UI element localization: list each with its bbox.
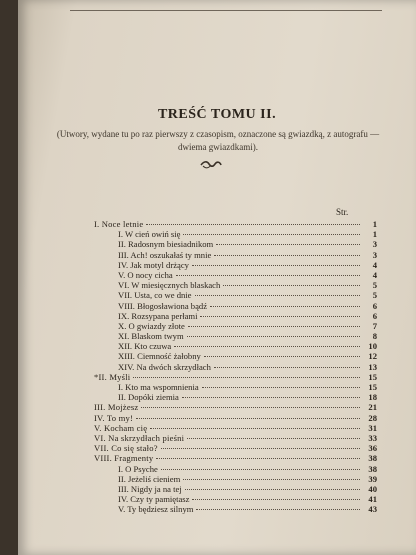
- toc-entry-page: 36: [368, 443, 377, 454]
- toc-entry-page: 5: [372, 280, 377, 291]
- toc-entry-label: III. Nigdy ja na tej: [118, 483, 182, 494]
- toc-entry: [72, 270, 377, 280]
- dot-leader: [136, 418, 360, 419]
- toc-entry-page: 38: [368, 463, 377, 474]
- dot-leader: [183, 234, 360, 235]
- toc-entry: [72, 311, 377, 321]
- toc-entry-label: X. O gwiazdy złote: [118, 320, 185, 331]
- toc-entry: [72, 402, 377, 412]
- toc-entry: [72, 494, 377, 504]
- toc-entry: [72, 321, 377, 331]
- dot-leader: [200, 316, 360, 317]
- toc-entry-page: 40: [368, 483, 377, 494]
- toc-entry-label: VIII. Błogosławiona bądź: [118, 300, 208, 311]
- toc-entry-label: VIII. Fragmenty: [94, 453, 154, 464]
- toc-entry-page: 3: [372, 239, 377, 250]
- toc-entry-page: 18: [368, 392, 377, 403]
- toc-entry-label: XII. Kto czuwa: [118, 341, 172, 352]
- toc-entry: [72, 219, 377, 229]
- toc-entry: [72, 504, 377, 514]
- dot-leader: [161, 469, 360, 470]
- dot-leader: [187, 438, 360, 439]
- dot-leader: [176, 275, 360, 276]
- dot-leader: [188, 326, 360, 327]
- toc-entry-label: I. Noce letnie: [94, 219, 144, 229]
- dot-leader: [192, 499, 360, 500]
- toc-entry-label: VII. Co się stało?: [94, 443, 158, 454]
- dot-leader: [133, 377, 360, 378]
- toc-entry-label: I. O Psyche: [118, 463, 158, 474]
- toc-entry: [72, 484, 377, 494]
- toc-entry-label: XIII. Ciemność żałobny: [118, 351, 201, 362]
- toc-entry-label: II. Jeżeliś cieniem: [118, 473, 181, 484]
- toc-entry: [72, 413, 377, 423]
- toc-entry: [72, 453, 377, 463]
- dot-leader: [182, 397, 360, 398]
- toc-entry-page: 1: [372, 219, 377, 229]
- toc-entry: [72, 362, 377, 372]
- dot-leader: [156, 458, 360, 459]
- toc-entry-page: 6: [372, 310, 377, 321]
- toc-entry-label: XI. Blaskom twym: [118, 331, 184, 342]
- toc-entry: [72, 239, 377, 249]
- dot-leader: [185, 489, 360, 490]
- toc-entry-page: 10: [368, 341, 377, 352]
- toc-entry-label: IV. To my!: [94, 412, 134, 423]
- toc-entry-page: 21: [368, 402, 377, 413]
- book-page: [18, 0, 416, 555]
- toc-entry-label: IV. Jak motyl drżący: [118, 259, 189, 270]
- toc-entry-page: 4: [372, 259, 377, 270]
- toc-entry-label: IX. Rozsypana perłami: [118, 310, 198, 321]
- toc-entry-page: 5: [372, 290, 377, 301]
- toc-entry: [72, 423, 377, 433]
- toc-entry-page: 3: [372, 249, 377, 260]
- toc-entry-page: 39: [368, 473, 377, 484]
- toc-entry: [72, 260, 377, 270]
- toc-entry-label: II. Radosnym biesiadnikom: [118, 239, 214, 250]
- toc-entry-page: 43: [368, 504, 377, 515]
- toc-entry: [72, 474, 377, 484]
- toc-entry-label: II. Dopóki ziemia: [118, 392, 179, 403]
- toc-entry-page: 41: [368, 494, 377, 505]
- dot-leader: [214, 367, 360, 368]
- toc-entry-label: VII. Usta, co we dnie: [118, 290, 192, 301]
- page-subtitle: (Utwory, wydane tu po raz pierwszy z czasopism, oznaczone są gwiazdką, z autografu — dwiema gwiazdkami).: [56, 129, 380, 152]
- toc-entry-page: 8: [372, 331, 377, 342]
- dot-leader: [146, 224, 360, 225]
- top-rule: [70, 10, 382, 11]
- page-column-header: Str.: [336, 207, 349, 217]
- toc-entry-page: 12: [368, 351, 377, 362]
- table-of-contents: [72, 219, 377, 514]
- toc-entry-page: 6: [372, 300, 377, 311]
- toc-entry: [72, 229, 377, 239]
- toc-entry-label: VI. W miesięcznych blaskach: [118, 280, 221, 291]
- toc-entry-label: I. Kto ma wspomnienia: [118, 382, 199, 392]
- dot-leader: [202, 387, 360, 388]
- toc-entry-page: 28: [368, 412, 377, 423]
- dot-leader: [187, 336, 360, 337]
- toc-entry-page: 7: [372, 320, 377, 331]
- toc-entry: [72, 280, 377, 290]
- toc-entry-page: 1: [372, 229, 377, 240]
- dot-leader: [223, 285, 360, 286]
- toc-entry: [72, 250, 377, 260]
- dot-leader: [150, 428, 360, 429]
- dot-leader: [214, 255, 360, 256]
- ornament-icon: [200, 160, 222, 170]
- toc-entry-page: 31: [368, 422, 377, 433]
- toc-entry-page: 13: [368, 361, 377, 372]
- toc-entry-label: *II. Myśli: [94, 371, 131, 382]
- toc-entry: [72, 382, 377, 392]
- toc-entry-label: XIV. Na dwóch skrzydłach: [118, 361, 211, 372]
- toc-entry-label: V. Ty będziesz silnym: [118, 504, 194, 515]
- page-title: TREŚĆ TOMU II.: [157, 107, 277, 122]
- toc-entry-label: I. W cień owiń się: [118, 229, 181, 240]
- toc-entry: [72, 351, 377, 361]
- dot-leader: [210, 306, 360, 307]
- toc-entry-page: 33: [368, 432, 377, 443]
- toc-entry-label: III. Mojżesz: [94, 402, 139, 413]
- dot-leader: [196, 509, 360, 510]
- dot-leader: [174, 346, 360, 347]
- toc-entry: [72, 290, 377, 300]
- toc-entry-page: 38: [368, 453, 377, 464]
- dot-leader: [192, 265, 360, 266]
- toc-entry: [72, 464, 377, 474]
- toc-entry-page: 15: [368, 371, 377, 382]
- toc-entry: [72, 341, 377, 351]
- toc-entry: [72, 372, 377, 382]
- toc-entry: [72, 331, 377, 341]
- dot-leader: [216, 244, 360, 245]
- toc-entry: [72, 392, 377, 402]
- toc-entry-label: IV. Czy ty pamiętasz: [118, 494, 190, 505]
- toc-entry-label: V. Kocham cię: [94, 422, 148, 433]
- dot-leader: [183, 479, 360, 480]
- toc-entry: [72, 301, 377, 311]
- dot-leader: [195, 295, 360, 296]
- dot-leader: [204, 356, 360, 357]
- dot-leader: [161, 448, 360, 449]
- dot-leader: [141, 407, 360, 408]
- toc-entry-page: 4: [372, 269, 377, 280]
- toc-entry: [72, 433, 377, 443]
- toc-entry-label: V. O nocy cicha: [118, 269, 173, 280]
- toc-entry-label: III. Ach! oszukałaś ty mnie: [118, 249, 212, 260]
- toc-entry-page: 15: [368, 382, 377, 392]
- toc-entry-label: VI. Na skrzydłach pieśni: [94, 432, 185, 443]
- toc-entry: [72, 443, 377, 453]
